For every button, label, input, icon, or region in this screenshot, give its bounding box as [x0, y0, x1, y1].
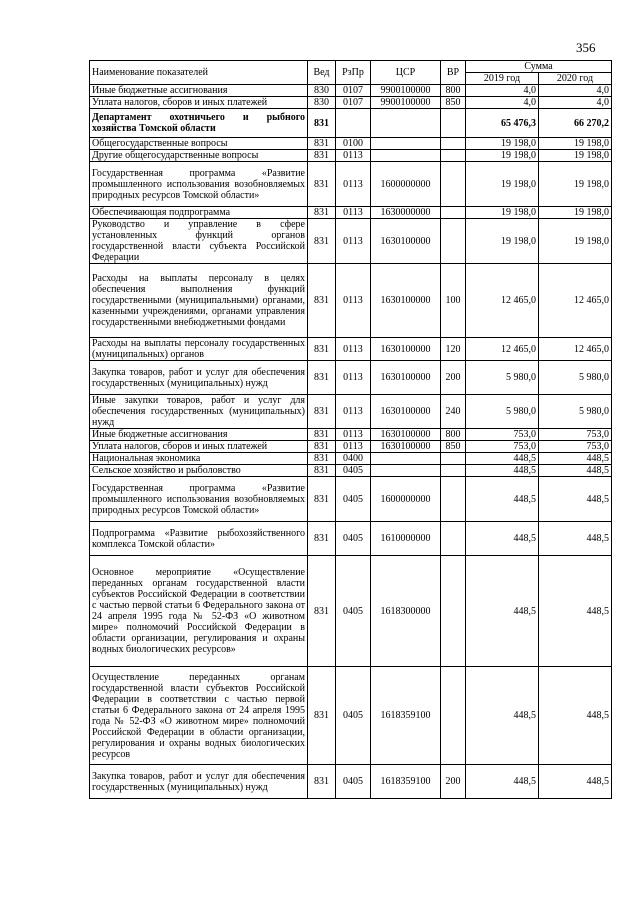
table-cell-name: Обеспечивающая подпрограмма: [90, 207, 308, 219]
table-cell-2020: 448,5: [539, 556, 612, 667]
table-cell-ved: 831: [308, 453, 336, 465]
table-cell-2020: 448,5: [539, 453, 612, 465]
table-cell-name: Иные бюджетные ассигнования: [90, 429, 308, 441]
table-cell-2020: 448,5: [539, 765, 612, 799]
header-rzpr: РзПр: [336, 61, 371, 85]
table-cell-2019: 448,5: [466, 667, 539, 765]
table-cell-csr: 1630100000: [371, 395, 441, 429]
table-cell-ved: 831: [308, 264, 336, 338]
table-cell-ved: 831: [308, 109, 336, 138]
table-cell-ved: 831: [308, 150, 336, 162]
table-row: [90, 395, 612, 429]
table-cell-vr: [441, 667, 466, 765]
table-row: [90, 264, 612, 338]
table-cell-rzpr: 0107: [336, 97, 371, 109]
table-row: [90, 219, 612, 264]
header-sum: Сумма: [466, 61, 612, 73]
table-cell-name: Иные закупки товаров, работ и услуг для обеспечения государственных (муниципальных) нужд: [90, 395, 308, 429]
table-cell-2019: 12 465,0: [466, 338, 539, 361]
table-cell-2019: 448,5: [466, 765, 539, 799]
table-cell-rzpr: 0405: [336, 522, 371, 556]
table-cell-csr: 1600000000: [371, 477, 441, 522]
header-vr: ВР: [441, 61, 466, 85]
table-cell-name: Уплата налогов, сборов и иных платежей: [90, 441, 308, 453]
table-row: [90, 522, 612, 556]
table-row: [90, 441, 612, 453]
table-cell-vr: [441, 556, 466, 667]
table-cell-csr: 9900100000: [371, 85, 441, 97]
table-cell-ved: 830: [308, 97, 336, 109]
table-cell-2020: 12 465,0: [539, 338, 612, 361]
table-cell-rzpr: 0113: [336, 338, 371, 361]
table-cell-2020: 448,5: [539, 522, 612, 556]
table-cell-vr: [441, 453, 466, 465]
table-cell-2020: 19 198,0: [539, 219, 612, 264]
table-cell-ved: 831: [308, 219, 336, 264]
table-row: [90, 138, 612, 150]
table-cell-ved: 831: [308, 361, 336, 395]
table-cell-rzpr: 0405: [336, 556, 371, 667]
table-row: [90, 162, 612, 207]
page-number: 356: [576, 40, 596, 55]
table-cell-2019: 19 198,0: [466, 162, 539, 207]
table-cell-name: Подпрограмма «Развитие рыбохозяйственного комплекса Томской области»: [90, 522, 308, 556]
table-cell-vr: 100: [441, 264, 466, 338]
table-cell-2019: 5 980,0: [466, 395, 539, 429]
table-cell-vr: [441, 477, 466, 522]
table-cell-vr: 240: [441, 395, 466, 429]
table-cell-rzpr: [336, 109, 371, 138]
table-cell-csr: 1610000000: [371, 522, 441, 556]
table-cell-rzpr: 0113: [336, 429, 371, 441]
table-cell-vr: [441, 150, 466, 162]
table-row: [90, 556, 612, 667]
table-cell-csr: [371, 109, 441, 138]
table-cell-csr: 1630100000: [371, 361, 441, 395]
table-cell-ved: 831: [308, 465, 336, 477]
table-cell-2019: 19 198,0: [466, 138, 539, 150]
table-cell-2020: 448,5: [539, 465, 612, 477]
table-cell-vr: 120: [441, 338, 466, 361]
table-cell-ved: 831: [308, 441, 336, 453]
table-cell-2019: 4,0: [466, 97, 539, 109]
table-cell-name: Руководство и управление в сфере установленных функций органов государственной власти субъекта Российской Федерации: [90, 219, 308, 264]
table-cell-rzpr: 0113: [336, 441, 371, 453]
table-cell-csr: 1630100000: [371, 338, 441, 361]
table-row: [90, 109, 612, 138]
table-cell-name: Департамент охотничьего и рыбного хозяйства Томской области: [90, 109, 308, 138]
table-cell-name: Закупка товаров, работ и услуг для обеспечения государственных (муниципальных) нужд: [90, 765, 308, 799]
table-row: [90, 150, 612, 162]
budget-table: [89, 60, 612, 799]
table-cell-2020: 19 198,0: [539, 138, 612, 150]
table-cell-2020: 4,0: [539, 85, 612, 97]
table-cell-ved: 831: [308, 395, 336, 429]
table-cell-vr: 800: [441, 429, 466, 441]
table-cell-2020: 19 198,0: [539, 150, 612, 162]
header-ved: Вед: [308, 61, 336, 85]
table-cell-ved: 831: [308, 207, 336, 219]
table-cell-rzpr: 0405: [336, 667, 371, 765]
table-cell-rzpr: 0113: [336, 361, 371, 395]
table-cell-csr: 1618359100: [371, 667, 441, 765]
table-row: [90, 207, 612, 219]
table-cell-csr: [371, 138, 441, 150]
table-cell-2020: 19 198,0: [539, 162, 612, 207]
table-row: [90, 465, 612, 477]
table-cell-rzpr: 0405: [336, 765, 371, 799]
table-cell-2019: 65 476,3: [466, 109, 539, 138]
table-cell-rzpr: 0113: [336, 395, 371, 429]
table-row: [90, 338, 612, 361]
table-cell-2019: 12 465,0: [466, 264, 539, 338]
table-cell-2020: 5 980,0: [539, 361, 612, 395]
header-year-2020: 2020 год: [539, 73, 612, 85]
table-row: [90, 667, 612, 765]
table-cell-name: Осуществление переданных органам государственной власти субъектов Российской Федерации в соответствии с частью первой статьи 6 Федерального закона от 24 апреля 1995 года № 52-ФЗ «О животном мире» полномочий Российской Федерации в области организации, регулирования и охраны водных биологических ресурсов: [90, 667, 308, 765]
table-cell-2019: 753,0: [466, 429, 539, 441]
table-cell-ved: 831: [308, 477, 336, 522]
table-cell-2019: 753,0: [466, 441, 539, 453]
table-cell-csr: 1630100000: [371, 219, 441, 264]
table-cell-2019: 19 198,0: [466, 150, 539, 162]
table-cell-rzpr: 0405: [336, 465, 371, 477]
table-row: [90, 477, 612, 522]
table-cell-rzpr: 0113: [336, 219, 371, 264]
table-cell-2020: 448,5: [539, 477, 612, 522]
table-cell-rzpr: 0113: [336, 150, 371, 162]
table-cell-ved: 831: [308, 667, 336, 765]
table-cell-2019: 448,5: [466, 477, 539, 522]
table-cell-2019: 19 198,0: [466, 207, 539, 219]
table-cell-2020: 448,5: [539, 667, 612, 765]
table-cell-2019: 448,5: [466, 453, 539, 465]
table-body: [90, 85, 612, 799]
table-cell-csr: 1630100000: [371, 264, 441, 338]
table-cell-vr: [441, 109, 466, 138]
table-cell-vr: 850: [441, 97, 466, 109]
table-cell-vr: 850: [441, 441, 466, 453]
table-header: [90, 61, 612, 85]
table-cell-name: Другие общегосударственные вопросы: [90, 150, 308, 162]
table-cell-2020: 5 980,0: [539, 395, 612, 429]
table-row: [90, 97, 612, 109]
table-cell-csr: [371, 465, 441, 477]
table-cell-csr: 9900100000: [371, 97, 441, 109]
table-cell-ved: 831: [308, 765, 336, 799]
table-cell-2019: 448,5: [466, 465, 539, 477]
table-cell-rzpr: 0113: [336, 264, 371, 338]
table-cell-name: Закупка товаров, работ и услуг для обеспечения государственных (муниципальных) нужд: [90, 361, 308, 395]
table-cell-rzpr: 0113: [336, 207, 371, 219]
table-cell-csr: [371, 150, 441, 162]
table-cell-2019: 448,5: [466, 522, 539, 556]
table-cell-2020: 12 465,0: [539, 264, 612, 338]
table-cell-name: Иные бюджетные ассигнования: [90, 85, 308, 97]
table-cell-name: Расходы на выплаты персоналу в целях обеспечения выполнения функций государственными (муниципальными) органами, казенными учреждениями, органами управления государственными внебюджетными фондами: [90, 264, 308, 338]
table-cell-name: Основное мероприятие «Осуществление переданных органам государственной власти субъектов Российской Федерации в соответствии с частью первой статьи 6 Федерального закона от 24 апреля 1995 года № 52-ФЗ «О животном мире» полномочий Российской Федерации в области организации, регулирования и охраны водных биологических ресурсов»: [90, 556, 308, 667]
table-cell-ved: 831: [308, 556, 336, 667]
table-cell-ved: 830: [308, 85, 336, 97]
table-row: [90, 361, 612, 395]
table-cell-vr: [441, 219, 466, 264]
table-cell-vr: [441, 162, 466, 207]
header-csr: ЦСР: [371, 61, 441, 85]
table-cell-ved: 831: [308, 338, 336, 361]
table-cell-csr: 1600000000: [371, 162, 441, 207]
table-cell-csr: 1630100000: [371, 429, 441, 441]
table-cell-2019: 19 198,0: [466, 219, 539, 264]
table-cell-2019: 5 980,0: [466, 361, 539, 395]
table-cell-ved: 831: [308, 138, 336, 150]
table-cell-vr: [441, 465, 466, 477]
table-cell-name: Сельское хозяйство и рыболовство: [90, 465, 308, 477]
table-cell-csr: 1618300000: [371, 556, 441, 667]
table-cell-rzpr: 0400: [336, 453, 371, 465]
table-cell-rzpr: 0107: [336, 85, 371, 97]
table-cell-vr: [441, 522, 466, 556]
table-cell-rzpr: 0113: [336, 162, 371, 207]
table-cell-csr: 1630100000: [371, 441, 441, 453]
table-cell-name: Национальная экономика: [90, 453, 308, 465]
table-row: [90, 765, 612, 799]
table-cell-vr: [441, 138, 466, 150]
table-cell-rzpr: 0405: [336, 477, 371, 522]
header-year-2019: 2019 год: [466, 73, 539, 85]
table-cell-2020: 66 270,2: [539, 109, 612, 138]
table-cell-name: Расходы на выплаты персоналу государственных (муниципальных) органов: [90, 338, 308, 361]
table-cell-csr: [371, 453, 441, 465]
table-cell-rzpr: 0100: [336, 138, 371, 150]
table-cell-vr: [441, 207, 466, 219]
table-row: [90, 85, 612, 97]
table-cell-2019: 4,0: [466, 85, 539, 97]
table-cell-vr: 200: [441, 361, 466, 395]
table-cell-name: Государственная программа «Развитие промышленного использования возобновляемых природных ресурсов Томской области»: [90, 162, 308, 207]
table-cell-name: Государственная программа «Развитие промышленного использования возобновляемых природных ресурсов Томской области»: [90, 477, 308, 522]
table-row: [90, 453, 612, 465]
table-cell-2019: 448,5: [466, 556, 539, 667]
table-row: [90, 429, 612, 441]
header-name: Наименование показателей: [90, 61, 308, 85]
table-cell-name: Общегосударственные вопросы: [90, 138, 308, 150]
table-cell-ved: 831: [308, 429, 336, 441]
table-cell-csr: 1630000000: [371, 207, 441, 219]
table-cell-2020: 753,0: [539, 429, 612, 441]
table-cell-ved: 831: [308, 162, 336, 207]
table-cell-2020: 4,0: [539, 97, 612, 109]
table-cell-2020: 753,0: [539, 441, 612, 453]
table-cell-vr: 200: [441, 765, 466, 799]
table-cell-vr: 800: [441, 85, 466, 97]
table-cell-ved: 831: [308, 522, 336, 556]
table-cell-name: Уплата налогов, сборов и иных платежей: [90, 97, 308, 109]
table-cell-csr: 1618359100: [371, 765, 441, 799]
table-cell-2020: 19 198,0: [539, 207, 612, 219]
